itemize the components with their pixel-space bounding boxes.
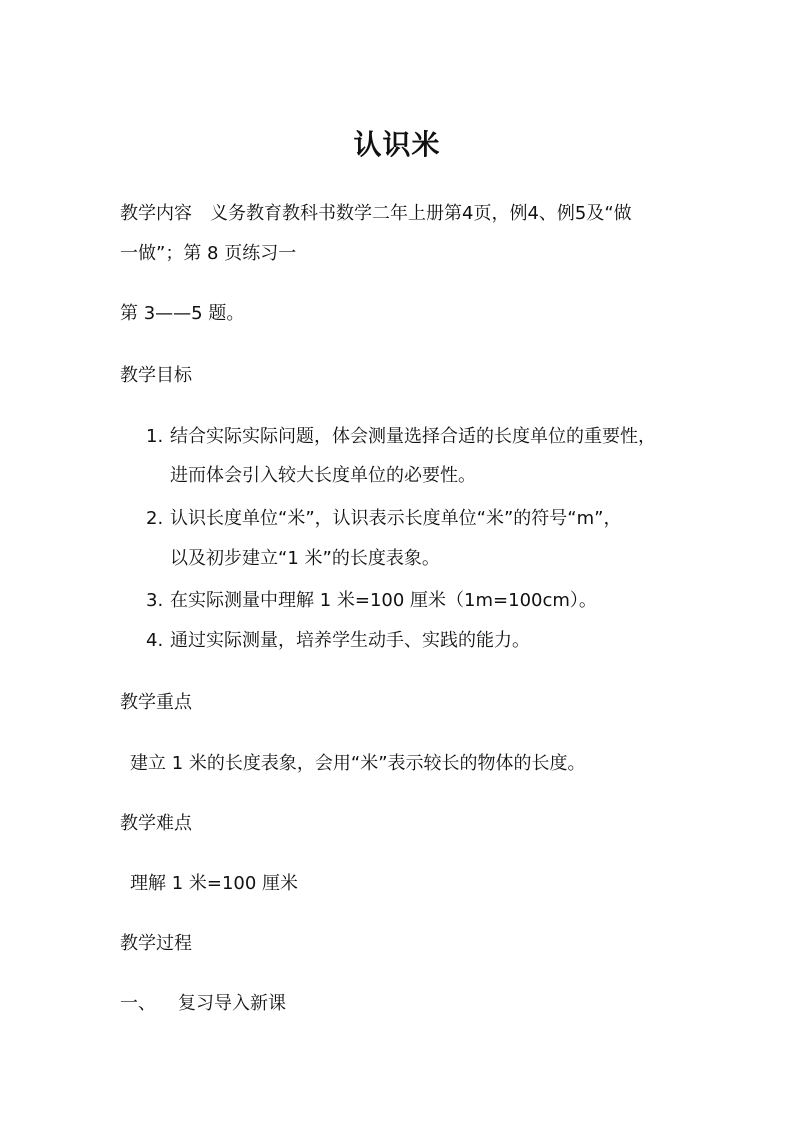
- difficult-heading: 教学难点: [120, 813, 192, 834]
- key-heading: 教学重点: [120, 692, 192, 713]
- goal-number: 3.: [146, 590, 164, 611]
- section-1-heading: [120, 990, 286, 1018]
- goal-number: 4.: [146, 630, 164, 651]
- content-line-3: 第 3——5 题。: [120, 303, 245, 324]
- goal-item-1-continued: 进而体会引入较大长度单位的必要性。: [170, 465, 476, 486]
- goal-item-4: [146, 627, 530, 655]
- content-line-2: 一做”；第 8 页练习一: [120, 243, 297, 264]
- goal-text: 在实际测量中理解 1 米=100 厘米（1m=100cm）。: [170, 590, 597, 611]
- goal-number: 1.: [146, 426, 164, 447]
- goal-item-2-continued: 以及初步建立“1 米”的长度表象。: [170, 548, 440, 569]
- process-heading: 教学过程: [120, 933, 192, 954]
- content-line-1: 教学内容 义务教育教科书数学二年上册第4页，例4、例5及“做: [120, 203, 632, 224]
- goal-number: 2.: [146, 508, 164, 529]
- difficult-text: 理解 1 米=100 厘米: [130, 873, 299, 894]
- section-number: 一、: [120, 993, 156, 1014]
- goal-item-2: [146, 505, 621, 533]
- goal-text: 通过实际测量，培养学生动手、实践的能力。: [170, 630, 530, 651]
- goal-text: 认识长度单位“米”，认识表示长度单位“米”的符号“m”，: [170, 508, 622, 529]
- goals-heading: 教学目标: [120, 365, 192, 386]
- goal-item-1: [146, 423, 656, 451]
- section-title: 复习导入新课: [178, 993, 286, 1014]
- page-title: 认识米: [353, 128, 441, 161]
- key-text: 建立 1 米的长度表象，会用“米”表示较长的物体的长度。: [130, 753, 586, 774]
- goal-item-3: [146, 587, 597, 615]
- goal-text: 结合实际实际问题，体会测量选择合适的长度单位的重要性，: [170, 426, 656, 447]
